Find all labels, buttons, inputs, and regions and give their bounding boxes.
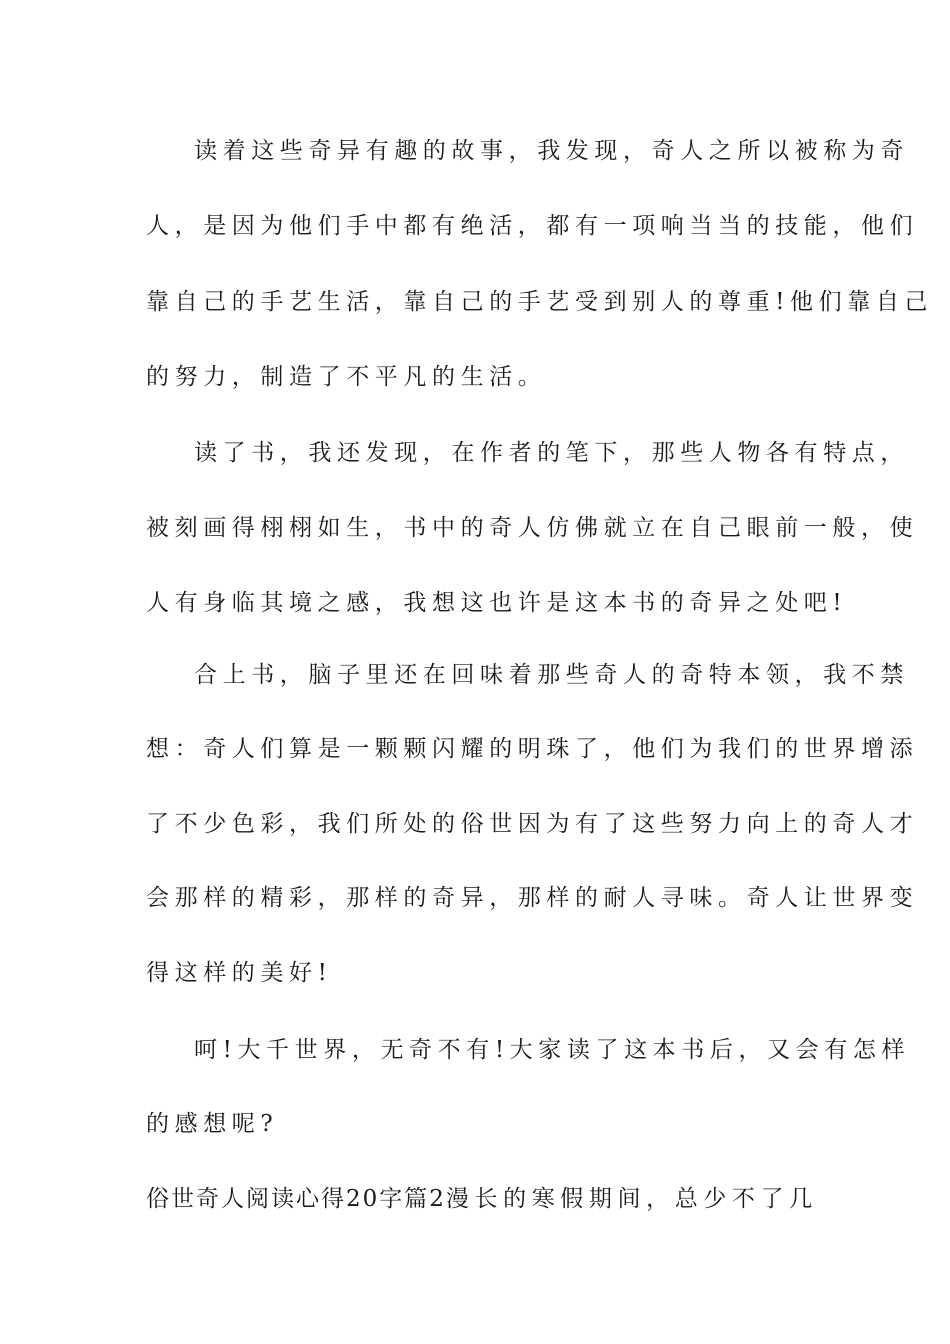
paragraph-2-line-3: 人有身临其境之感，我想这也许是这本书的奇异之处吧! bbox=[146, 590, 848, 616]
paragraph-3-line-5: 得这样的美好! bbox=[146, 960, 333, 986]
paragraph-4-line-2: 的感想呢? bbox=[146, 1111, 279, 1137]
paragraph-3-line-4: 会那样的精彩，那样的奇异，那样的耐人寻味。奇人让世界变 bbox=[146, 885, 919, 911]
paragraph-1-line-2: 人，是因为他们手中都有绝活，都有一项响当当的技能，他们 bbox=[146, 213, 919, 239]
paragraph-2-line-2: 被刻画得栩栩如生，书中的奇人仿佛就立在自己眼前一般，使 bbox=[146, 515, 919, 541]
section-heading-line bbox=[146, 1179, 818, 1219]
paragraph-3-line-2: 想：奇人们算是一颗颗闪耀的明珠了，他们为我们的世界增添 bbox=[146, 736, 919, 762]
paragraph-2-line-1: 读了书，我还发现，在作者的笔下，那些人物各有特点， bbox=[194, 440, 909, 466]
paragraph-1-line-1: 读着这些奇异有趣的故事，我发现，奇人之所以被称为奇 bbox=[194, 138, 909, 164]
paragraph-4-line-1: 呵!大千世界，无奇不有!大家读了这本书后，又会有怎样 bbox=[194, 1037, 911, 1063]
section-title: 俗世奇人阅读心得20字篇2 bbox=[146, 1186, 446, 1212]
paragraph-3-line-1: 合上书，脑子里还在回味着那些奇人的奇特本领，我不禁 bbox=[194, 662, 909, 688]
paragraph-1-line-3: 靠自己的手艺生活，靠自己的手艺受到别人的尊重!他们靠自己 bbox=[146, 289, 934, 315]
section-intro-text: 漫长的寒假期间，总少不了几 bbox=[445, 1186, 818, 1212]
paragraph-1-line-4: 的努力，制造了不平凡的生活。 bbox=[146, 364, 547, 390]
paragraph-3-line-3: 了不少色彩，我们所处的俗世因为有了这些努力向上的奇人才 bbox=[146, 811, 919, 837]
